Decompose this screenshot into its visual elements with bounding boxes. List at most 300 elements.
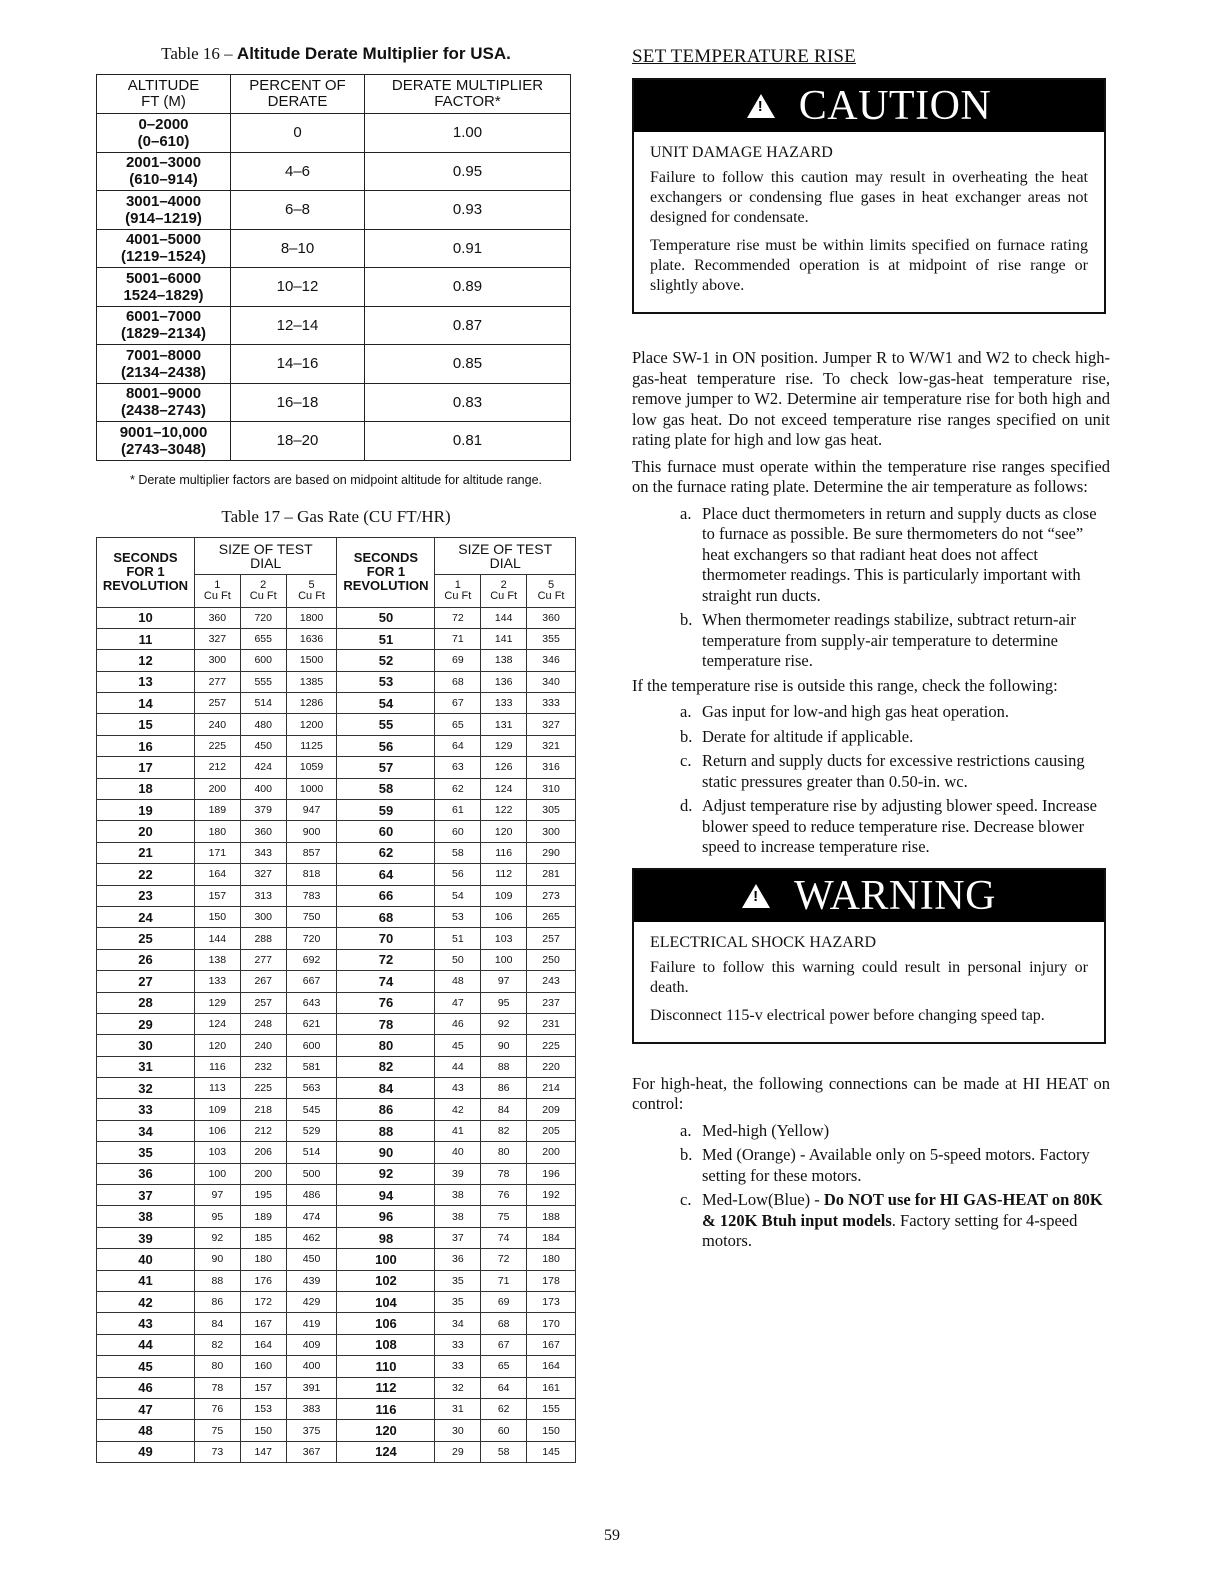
rate-cell: 214 (527, 1078, 576, 1099)
rate-cell: 90 (481, 1035, 527, 1056)
list-text: Derate for altitude if applicable. (702, 726, 914, 746)
list-item (632, 1121, 1110, 1142)
rate-cell: 147 (240, 1441, 286, 1462)
seconds-cell: 80 (337, 1035, 435, 1056)
rate-cell: 129 (481, 735, 527, 756)
rate-cell: 58 (481, 1441, 527, 1462)
rate-cell: 86 (194, 1292, 240, 1313)
rate-cell: 97 (481, 971, 527, 992)
rate-cell: 144 (481, 607, 527, 628)
rate-cell: 200 (527, 1142, 576, 1163)
warning-hazard: ELECTRICAL SHOCK HAZARD (650, 933, 877, 951)
rate-cell: 305 (527, 800, 576, 821)
table-row (97, 1313, 576, 1334)
percent-cell: 0 (231, 114, 365, 153)
rate-cell: 750 (286, 906, 337, 927)
rate-cell: 50 (435, 949, 481, 970)
rate-cell: 300 (240, 906, 286, 927)
table-row (97, 1035, 576, 1056)
rate-cell: 321 (527, 735, 576, 756)
warning-triangle-icon: ! (742, 884, 770, 908)
page-number: 59 (604, 1527, 620, 1544)
table-row (97, 628, 576, 649)
rate-cell: 64 (435, 735, 481, 756)
rate-cell: 1200 (286, 714, 337, 735)
table-row (97, 885, 576, 906)
rate-cell: 41 (435, 1120, 481, 1141)
rate-cell: 545 (286, 1099, 337, 1120)
factor-cell: 0.89 (365, 268, 571, 307)
table17-header (97, 537, 576, 607)
factor-cell: 0.91 (365, 229, 571, 268)
seconds-cell: 57 (337, 757, 435, 778)
seconds-cell: 18 (97, 778, 195, 799)
rate-cell: 439 (286, 1270, 337, 1291)
seconds-cell: 22 (97, 864, 195, 885)
table-row (97, 928, 576, 949)
rate-cell: 84 (194, 1313, 240, 1334)
rate-cell: 400 (240, 778, 286, 799)
rate-cell: 116 (481, 842, 527, 863)
rate-cell: 180 (194, 821, 240, 842)
table-row (97, 735, 576, 756)
rate-cell: 63 (435, 757, 481, 778)
rate-cell: 35 (435, 1270, 481, 1291)
list-item-c (632, 1190, 1110, 1252)
rate-cell: 621 (286, 1013, 337, 1034)
seconds-cell: 35 (97, 1142, 195, 1163)
rate-cell: 60 (435, 821, 481, 842)
seconds-cell: 56 (337, 735, 435, 756)
rate-cell: 300 (527, 821, 576, 842)
rate-cell: 29 (435, 1441, 481, 1462)
rate-cell: 61 (435, 800, 481, 821)
rate-cell: 90 (194, 1249, 240, 1270)
rate-cell: 88 (194, 1270, 240, 1291)
seconds-cell: 52 (337, 650, 435, 671)
dial-size-header: 2 Cu Ft (240, 574, 286, 607)
rate-cell: 33 (435, 1334, 481, 1355)
table-row (97, 1163, 576, 1184)
rate-cell: 76 (481, 1185, 527, 1206)
rate-cell: 100 (194, 1163, 240, 1184)
right-column (632, 44, 1110, 1256)
seconds-cell: 41 (97, 1270, 195, 1291)
rate-cell: 232 (240, 1056, 286, 1077)
seconds-cell: 45 (97, 1356, 195, 1377)
rate-cell: 33 (435, 1356, 481, 1377)
altitude-derate-table (96, 74, 571, 461)
table-row (97, 1185, 576, 1206)
rate-cell: 212 (194, 757, 240, 778)
rate-cell: 170 (527, 1313, 576, 1334)
rate-cell: 92 (481, 1013, 527, 1034)
altitude-cell: 8001–9000 (2438–2743) (97, 383, 231, 422)
rate-cell: 106 (481, 906, 527, 927)
rate-cell: 144 (194, 928, 240, 949)
table-row (97, 1249, 576, 1270)
list-text: Med-high (Yellow) (702, 1120, 830, 1140)
seconds-cell: 16 (97, 735, 195, 756)
rate-cell: 189 (194, 800, 240, 821)
table-row (97, 650, 576, 671)
table-row (97, 1013, 576, 1034)
rate-cell: 80 (194, 1356, 240, 1377)
rate-cell: 178 (527, 1270, 576, 1291)
percent-cell: 4–6 (231, 152, 365, 191)
table-row (97, 114, 571, 153)
altitude-cell: 5001–6000 1524–1829) (97, 268, 231, 307)
rate-cell: 75 (194, 1420, 240, 1441)
rate-cell: 56 (435, 864, 481, 885)
list-letter: b. (680, 1145, 693, 1164)
list-text: When thermometer readings stabilize, subtract return-air temperature from supply-air temperature to determine temperature rise. (702, 610, 1076, 670)
seconds-cell: 30 (97, 1035, 195, 1056)
rate-cell: 40 (435, 1142, 481, 1163)
rate-cell: 106 (194, 1120, 240, 1141)
rate-cell: 180 (527, 1249, 576, 1270)
table-row (97, 1420, 576, 1441)
seconds-cell: 47 (97, 1398, 195, 1419)
rate-cell: 514 (240, 693, 286, 714)
rate-cell: 600 (240, 650, 286, 671)
rate-cell: 818 (286, 864, 337, 885)
table-row (97, 1120, 576, 1141)
seconds-cell: 38 (97, 1206, 195, 1227)
list-text-bold: Do NOT use for HI GAS-HEAT on 80K & 120K Btuh input models (702, 1190, 1103, 1230)
warning-paragraph-2: Disconnect 115-v electrical power before changing speed tap. (650, 1006, 1045, 1024)
caution-paragraph-2: Temperature rise must be within limits specified on furnace rating plate. Recommended operation is at midpoint of rise range or slightly above. (650, 237, 1088, 294)
seconds-cell: 78 (337, 1013, 435, 1034)
rate-cell: 185 (240, 1227, 286, 1248)
table-row (97, 306, 571, 345)
factor-cell: 0.83 (365, 383, 571, 422)
gas-rate-table (96, 537, 576, 1464)
rate-cell: 76 (194, 1398, 240, 1419)
seconds-cell: 106 (337, 1313, 435, 1334)
thermometer-steps-list (632, 504, 1110, 672)
rate-cell: 36 (435, 1249, 481, 1270)
rate-cell: 164 (240, 1334, 286, 1355)
seconds-cell: 10 (97, 607, 195, 628)
rate-cell: 160 (240, 1356, 286, 1377)
rate-cell: 37 (435, 1227, 481, 1248)
seconds-cell: 12 (97, 650, 195, 671)
rate-cell: 1800 (286, 607, 337, 628)
list-letter: b. (680, 610, 693, 629)
rate-cell: 281 (527, 864, 576, 885)
rate-cell: 277 (240, 949, 286, 970)
rate-cell: 209 (527, 1099, 576, 1120)
seconds-cell: 90 (337, 1142, 435, 1163)
table-row (97, 1227, 576, 1248)
rate-cell: 97 (194, 1185, 240, 1206)
paragraph-4: For high-heat, the following connections can be made at HI HEAT on control: (632, 1073, 1110, 1113)
seconds-cell: 13 (97, 671, 195, 692)
seconds-cell: 37 (97, 1185, 195, 1206)
seconds-cell: 54 (337, 693, 435, 714)
rate-cell: 39 (435, 1163, 481, 1184)
rate-cell: 277 (194, 671, 240, 692)
table17-section (96, 507, 576, 1464)
rate-cell: 155 (527, 1398, 576, 1419)
rate-cell: 327 (194, 628, 240, 649)
rate-cell: 171 (194, 842, 240, 863)
rate-cell: 218 (240, 1099, 286, 1120)
rate-cell: 900 (286, 821, 337, 842)
table-row (97, 864, 576, 885)
seconds-cell: 43 (97, 1313, 195, 1334)
rate-cell: 43 (435, 1078, 481, 1099)
rate-cell: 80 (481, 1142, 527, 1163)
rate-cell: 116 (194, 1056, 240, 1077)
rate-cell: 333 (527, 693, 576, 714)
table-row (97, 1356, 576, 1377)
list-item (632, 1145, 1110, 1186)
seconds-cell: 62 (337, 842, 435, 863)
table17-header-row (97, 537, 576, 574)
list-item (632, 751, 1110, 792)
rate-cell: 327 (527, 714, 576, 735)
list-text: Adjust temperature rise by adjusting blower speed. Increase blower speed to reduce temperature rise. Decrease blower speed to increase temperature rise. (702, 796, 1097, 856)
rate-cell: 167 (527, 1334, 576, 1355)
paragraph-3: If the temperature rise is outside this range, check the following: (632, 675, 1058, 695)
caution-body (634, 132, 1104, 312)
rate-cell: 34 (435, 1313, 481, 1334)
speed-tap-list (632, 1121, 1110, 1187)
percent-cell: 8–10 (231, 229, 365, 268)
table-row (97, 992, 576, 1013)
caution-hazard: UNIT DAMAGE HAZARD (650, 144, 833, 161)
list-item (632, 610, 1110, 672)
altitude-cell: 9001–10,000 (2743–3048) (97, 422, 231, 461)
rate-cell: 225 (240, 1078, 286, 1099)
table-row (97, 268, 571, 307)
check-list (632, 702, 1110, 858)
rate-cell: 157 (240, 1377, 286, 1398)
rate-cell: 1125 (286, 735, 337, 756)
rate-cell: 474 (286, 1206, 337, 1227)
table16-caption (96, 44, 576, 64)
seconds-cell: 27 (97, 971, 195, 992)
table-row (97, 693, 576, 714)
rate-cell: 95 (481, 992, 527, 1013)
rate-cell: 109 (194, 1099, 240, 1120)
rate-cell: 69 (435, 650, 481, 671)
table-row (97, 1334, 576, 1355)
rate-cell: 419 (286, 1313, 337, 1334)
rate-cell: 360 (240, 821, 286, 842)
dial-header: SIZE OF TEST DIAL (435, 537, 576, 574)
table-row (97, 800, 576, 821)
warning-banner (634, 870, 1104, 922)
rate-cell: 240 (194, 714, 240, 735)
table-row (97, 971, 576, 992)
altitude-cell: 6001–7000 (1829–2134) (97, 306, 231, 345)
paragraph-1: Place SW-1 in ON position. Jumper R to W/W1 and W2 to check high-gas-heat temperature rise. To check low-gas-heat temperature rise, remove jumper to W2. Determine air temperature rise for both high and low gas heat. Do not exceed temperature rise ranges specified on unit rating plate for high and low gas heat. (632, 348, 1110, 449)
rate-cell: 150 (194, 906, 240, 927)
factor-cell: 0.93 (365, 191, 571, 230)
rate-cell: 167 (240, 1313, 286, 1334)
percent-cell: 18–20 (231, 422, 365, 461)
factor-cell: 0.87 (365, 306, 571, 345)
rate-cell: 514 (286, 1142, 337, 1163)
altitude-cell: 2001–3000 (610–914) (97, 152, 231, 191)
rate-cell: 355 (527, 628, 576, 649)
seconds-cell: 21 (97, 842, 195, 863)
list-text: Place duct thermometers in return and supply ducts as close to furnace as possible. Be sure thermometers do not “see” heat exchangers so that radiant heat does not affect thermometer readings. This is particularly important with straight run ducts. (702, 503, 1097, 605)
table16-number: Table 16 – (161, 44, 233, 63)
rate-cell: 100 (481, 949, 527, 970)
rate-cell: 47 (435, 992, 481, 1013)
rate-cell: 720 (240, 607, 286, 628)
table-row (97, 1056, 576, 1077)
rate-cell: 69 (481, 1292, 527, 1313)
seconds-cell: 32 (97, 1078, 195, 1099)
rate-cell: 643 (286, 992, 337, 1013)
rate-cell: 88 (481, 1056, 527, 1077)
seconds-cell: 120 (337, 1420, 435, 1441)
seconds-cell: 23 (97, 885, 195, 906)
rate-cell: 180 (240, 1249, 286, 1270)
rate-cell: 32 (435, 1377, 481, 1398)
seconds-cell: 86 (337, 1099, 435, 1120)
seconds-cell: 36 (97, 1163, 195, 1184)
rate-cell: 1500 (286, 650, 337, 671)
rate-cell: 138 (481, 650, 527, 671)
seconds-cell: 82 (337, 1056, 435, 1077)
table16-title: Altitude Derate Multiplier for USA. (236, 44, 511, 63)
rate-cell: 78 (194, 1377, 240, 1398)
dial-size-header: 1 Cu Ft (194, 574, 240, 607)
rate-cell: 133 (481, 693, 527, 714)
list-text: Return and supply ducts for excessive restrictions causing static pressures greater than 0.50-in. wc. (702, 751, 1085, 791)
rate-cell: 45 (435, 1035, 481, 1056)
rate-cell: 250 (527, 949, 576, 970)
rate-cell: 72 (435, 607, 481, 628)
table-row (97, 1292, 576, 1313)
rate-cell: 42 (435, 1099, 481, 1120)
seconds-cell: 55 (337, 714, 435, 735)
seconds-cell: 70 (337, 928, 435, 949)
rate-cell: 424 (240, 757, 286, 778)
warning-label: WARNING (794, 872, 996, 919)
rate-cell: 141 (481, 628, 527, 649)
rate-cell: 176 (240, 1270, 286, 1291)
rate-cell: 379 (240, 800, 286, 821)
table-row (97, 671, 576, 692)
seconds-cell: 40 (97, 1249, 195, 1270)
rate-cell: 62 (435, 778, 481, 799)
percent-cell: 10–12 (231, 268, 365, 307)
rate-cell: 480 (240, 714, 286, 735)
seconds-cell: 14 (97, 693, 195, 714)
rate-cell: 225 (527, 1035, 576, 1056)
list-letter: a. (680, 702, 692, 721)
rate-cell: 313 (240, 885, 286, 906)
rate-cell: 131 (481, 714, 527, 735)
seconds-cell: 11 (97, 628, 195, 649)
rate-cell: 220 (527, 1056, 576, 1077)
factor-cell: 1.00 (365, 114, 571, 153)
rate-cell: 257 (194, 693, 240, 714)
seconds-cell: 124 (337, 1441, 435, 1462)
rate-cell: 150 (527, 1420, 576, 1441)
seconds-cell: 76 (337, 992, 435, 1013)
table-row (97, 714, 576, 735)
table16-header-row (97, 75, 571, 114)
rate-cell: 82 (481, 1120, 527, 1141)
section-heading: SET TEMPERATURE RISE (632, 46, 856, 67)
rate-cell: 192 (527, 1185, 576, 1206)
left-column (96, 44, 576, 1463)
seconds-cell: 50 (337, 607, 435, 628)
rate-cell: 243 (527, 971, 576, 992)
rate-cell: 150 (240, 1420, 286, 1441)
list-text: Med (Orange) - Available only on 5-speed motors. Factory setting for these motors. (702, 1145, 1090, 1185)
rate-cell: 133 (194, 971, 240, 992)
caution-paragraph-1: Failure to follow this caution may result in overheating the heat exchangers or condensing flue gases in heat exchanger areas not designed for condensate. (650, 169, 1088, 226)
rate-cell: 65 (481, 1356, 527, 1377)
rate-cell: 51 (435, 928, 481, 949)
table-row (97, 1398, 576, 1419)
rate-cell: 248 (240, 1013, 286, 1034)
rate-cell: 290 (527, 842, 576, 863)
table-row (97, 1270, 576, 1291)
dial-size-header: 5 Cu Ft (286, 574, 337, 607)
altitude-cell: 3001–4000 (914–1219) (97, 191, 231, 230)
seconds-cell: 26 (97, 949, 195, 970)
rate-cell: 35 (435, 1292, 481, 1313)
rate-cell: 257 (240, 992, 286, 1013)
rate-cell: 124 (481, 778, 527, 799)
seconds-cell: 64 (337, 864, 435, 885)
rate-cell: 400 (286, 1356, 337, 1377)
rate-cell: 164 (527, 1356, 576, 1377)
seconds-cell: 74 (337, 971, 435, 992)
table-row (97, 778, 576, 799)
table-row (97, 607, 576, 628)
rate-cell: 429 (286, 1292, 337, 1313)
seconds-cell: 20 (97, 821, 195, 842)
rate-cell: 529 (286, 1120, 337, 1141)
table16-body (97, 114, 571, 461)
seconds-cell: 84 (337, 1078, 435, 1099)
table-row (97, 229, 571, 268)
rate-cell: 231 (527, 1013, 576, 1034)
rate-cell: 145 (527, 1441, 576, 1462)
table-row (97, 345, 571, 384)
rate-cell: 71 (481, 1270, 527, 1291)
table-row (97, 383, 571, 422)
rate-cell: 206 (240, 1142, 286, 1163)
rate-cell: 92 (194, 1227, 240, 1248)
rate-cell: 38 (435, 1185, 481, 1206)
seconds-cell: 17 (97, 757, 195, 778)
list-letter: a. (680, 503, 692, 523)
table-row (97, 1078, 576, 1099)
seconds-cell: 46 (97, 1377, 195, 1398)
rate-cell: 113 (194, 1078, 240, 1099)
rate-cell: 67 (481, 1334, 527, 1355)
rate-cell: 53 (435, 906, 481, 927)
rate-cell: 383 (286, 1398, 337, 1419)
list-item (632, 727, 1110, 748)
rate-cell: 265 (527, 906, 576, 927)
rate-cell: 31 (435, 1398, 481, 1419)
warning-box (632, 868, 1106, 1044)
dial-size-header: 5 Cu Ft (527, 574, 576, 607)
